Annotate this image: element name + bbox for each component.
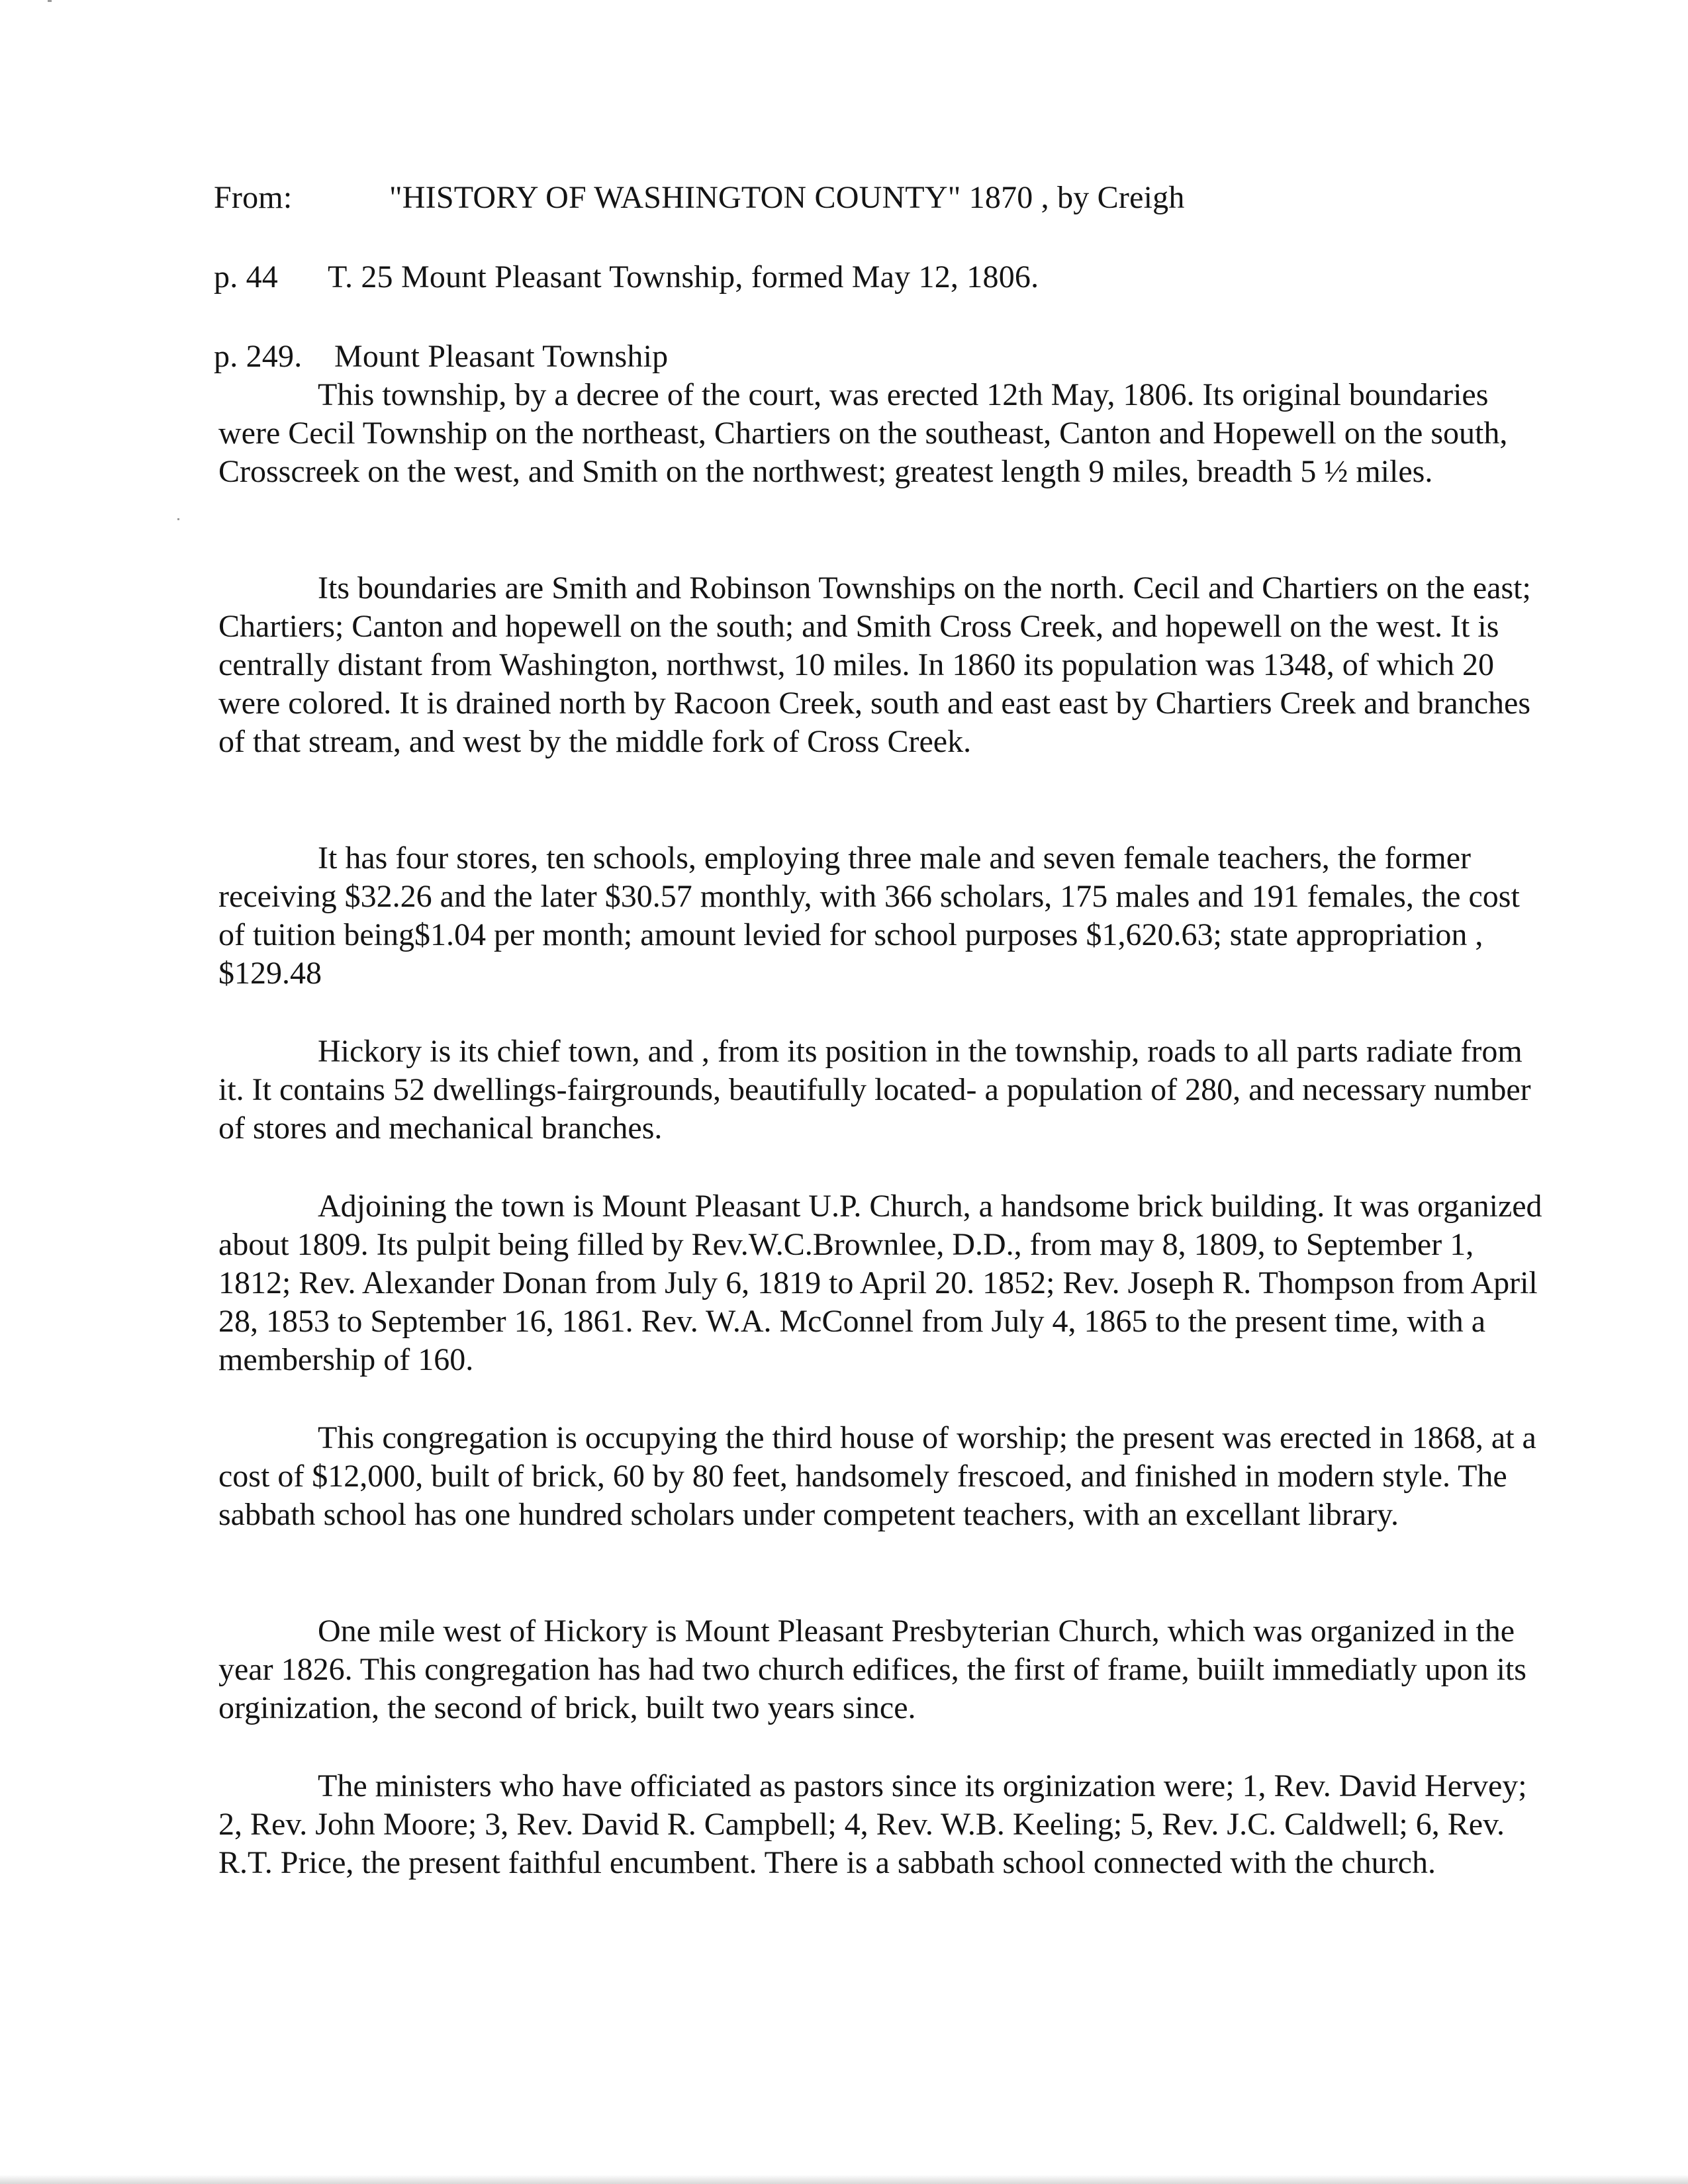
paragraph-4-text: Hickory is its chief town, and , from its position in the township, roads to all parts radiate from it. It contains 52 dwellings-fairgrounds, beautifully located- a population of 280, and necessary number of stores and mechanical branches. xyxy=(218,1034,1531,1146)
paragraph-7-text: One mile west of Hickory is Mount Pleasant Presbyterian Church, which was organized in the year 1826. This congregation has had two church edifices, the first of frame, buiilt immediatly upon its orginization, the second of brick, built two years since. xyxy=(218,1614,1526,1725)
page-ref-249: p. 249. xyxy=(214,339,303,374)
from-label: From: xyxy=(214,180,293,215)
paragraph-1-text: This township, by a decree of the court, was erected 12th May, 1806. Its original boundaries were Cecil Township on the northeast, Chartiers on the southeast, Canton and Hopewell on the south, Crosscreek on the west, and Smith on the northwest; greatest length 9 miles, breadth 5 ½ miles. xyxy=(218,377,1508,489)
paragraph-5 xyxy=(218,1187,1542,1379)
paragraph-5-text: Adjoining the town is Mount Pleasant U.P. Church, a handsome brick building. It was organized about 1809. Its pulpit being filled by Rev.W.C.Brownlee, D.D., from may 8, 1809, to September 1, 1812; Rev. Alexander Donan from July 6, 1819 to April 20. 1852; Rev. Joseph R. Thompson from April 28, 1853 to September 16, 1861. Rev. W.A. McConnel from July 4, 1865 to the present time, with a membership of 160. xyxy=(218,1189,1542,1377)
page-ref-44: p. 44 xyxy=(214,259,278,295)
paragraph-3 xyxy=(218,839,1542,993)
paragraph-3-text: It has four stores, ten schools, employing three male and seven female teachers, the former receiving $32.26 and the later $30.57 monthly, with 366 scholars, 175 males and 191 females, the cost of tuition being$1.04 per month; amount levied for school purposes $1,620.63; state appropriation , $129.48 xyxy=(218,841,1520,991)
source-title: "HISTORY OF WASHINGTON COUNTY" 1870 , by Creigh xyxy=(389,180,1185,215)
scan-mark-top xyxy=(48,0,52,2)
paragraph-6-text: This congregation is occupying the third house of worship; the present was erected in 1868, at a cost of $12,000, built of brick, 60 by 80 feet, handsomely frescoed, and finished in modern style. The sabbath school has one hundred scholars under competent teachers, with an excellant library. xyxy=(218,1420,1536,1532)
paragraph-8-text: The ministers who have officiated as pastors since its orginization were; 1, Rev. David Hervey; 2, Rev. John Moore; 3, Rev. David R. Campbell; 4, Rev. W.B. Keeling; 5, Rev. J.C. Caldwell; 6, Rev. R.T. Price, the present faithful encumbent. There is a sabbath school connected with the church. xyxy=(218,1768,1527,1880)
scan-bottom-edge xyxy=(0,2175,1688,2184)
scan-mark-left xyxy=(177,518,179,520)
township-formed-line: T. 25 Mount Pleasant Township, formed May 12, 1806. xyxy=(328,259,1039,295)
paragraph-2 xyxy=(218,569,1542,761)
paragraph-1 xyxy=(218,376,1542,491)
paragraph-4 xyxy=(218,1032,1542,1148)
paragraph-2-text: Its boundaries are Smith and Robinson Townships on the north. Cecil and Chartiers on the east; Chartiers; Canton and hopewell on the south; and Smith Cross Creek, and hopewell on the west. It is centrally distant from Washington, northwst, 10 miles. In 1860 its population was 1348, of which 20 were colored. It is drained north by Racoon Creek, south and east east by Chartiers Creek and branches of that stream, and west by the middle fork of Cross Creek. xyxy=(218,570,1531,759)
paragraph-8 xyxy=(218,1767,1542,1882)
section-title: Mount Pleasant Township xyxy=(334,339,669,374)
paragraph-6 xyxy=(218,1419,1542,1534)
paragraph-7 xyxy=(218,1612,1542,1727)
